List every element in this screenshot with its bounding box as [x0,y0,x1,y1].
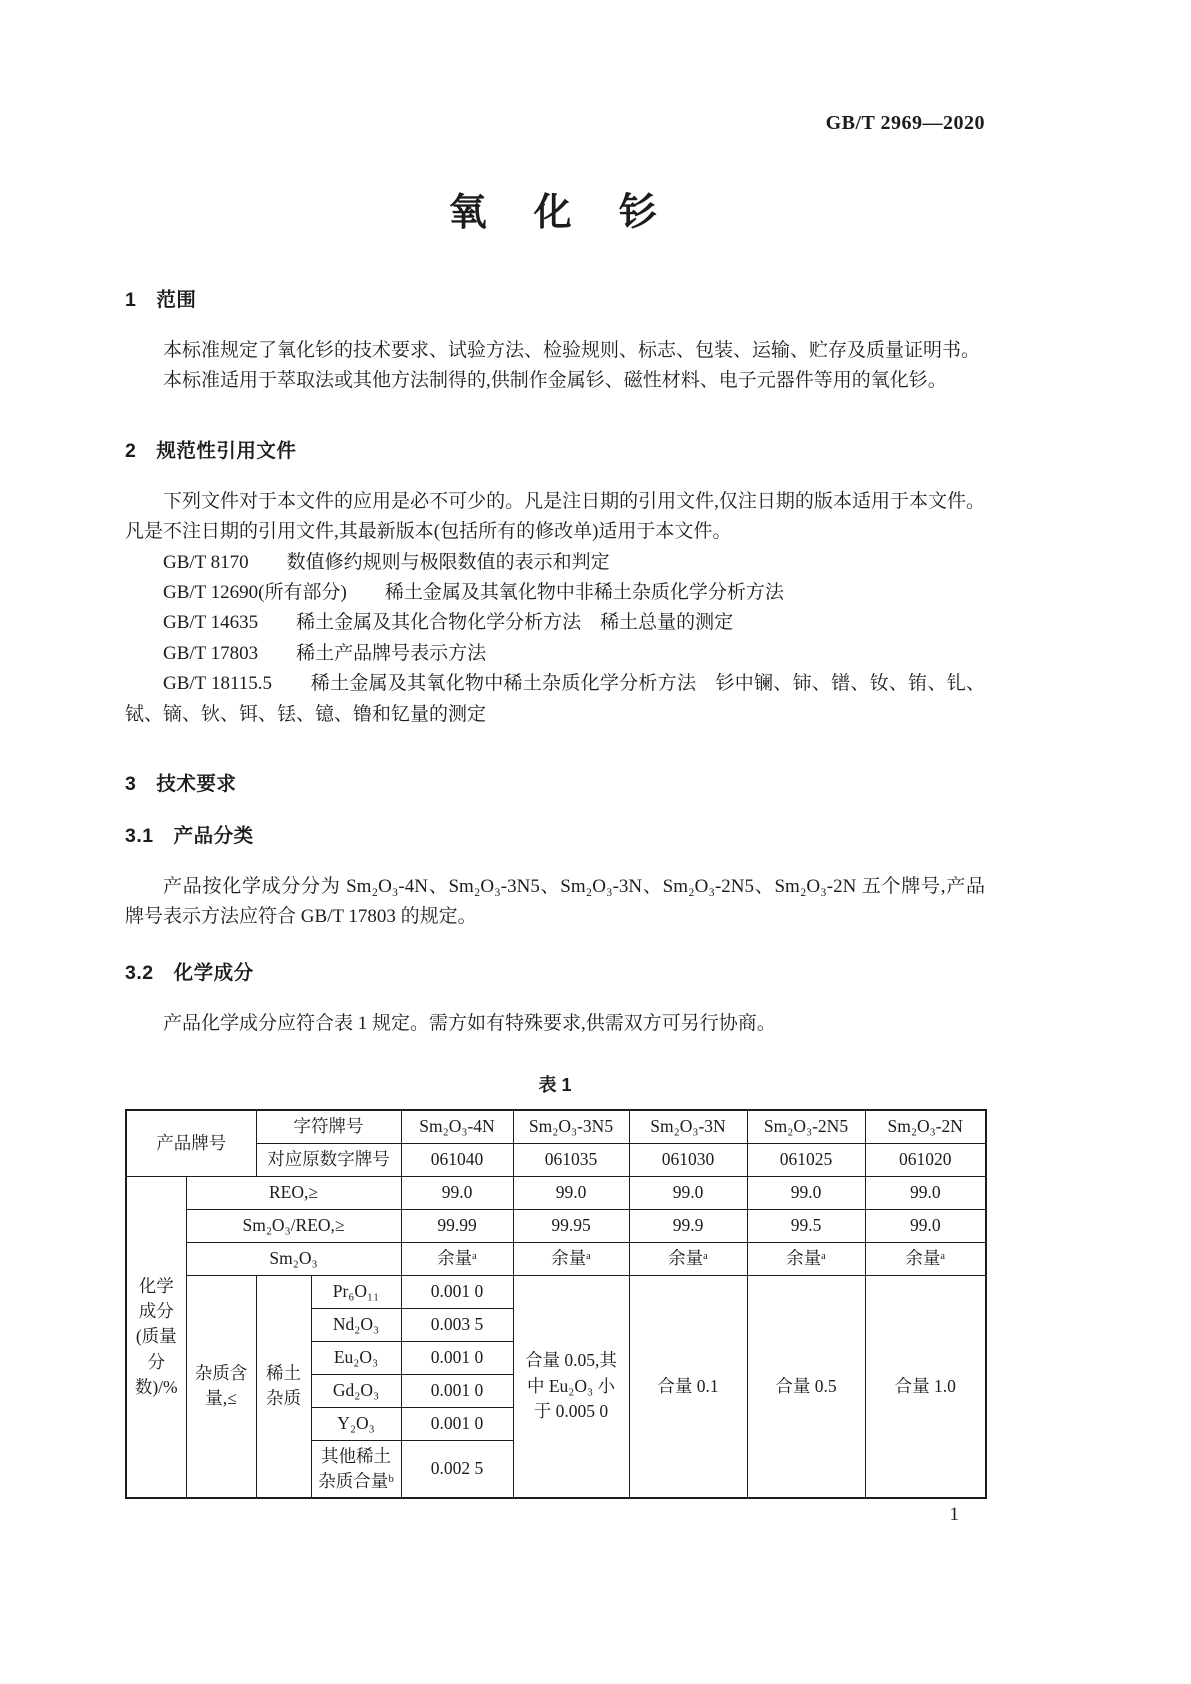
impurity-value-cell: 0.001 0 [401,1341,513,1374]
section-3-1-heading: 3.1 产品分类 [125,824,254,847]
section-3-1-paragraph: 产品按化学成分分为 Sm₂O₃-4N、Sm₂O₃-3N5、Sm₂O₃-3N、Sm₂O₃-2N5、Sm₂O₃-2N 五个牌号,产品牌号表示方法应符合 GB/T 17803 的规定。 [125,875,985,928]
reo-value-cell: 99.0 [865,1176,986,1209]
grade-code-cell: 061035 [513,1143,629,1176]
element-cell: Y₂O₃ [311,1407,401,1440]
ratio-value-cell: 99.95 [513,1209,629,1242]
corner-cell-product-grade: 产品牌号 [126,1110,256,1176]
chemical-composition-header-cell: 化学成分(质量分数)/% [126,1176,186,1498]
impurity-group-cell: 杂质含量,≤ [186,1275,256,1498]
element-cell: 其他稀土杂质合量ᵇ [311,1440,401,1498]
sum-limit-cell-3n: 合量 0.1 [629,1275,747,1498]
standard-number: GB/T 2969—2020 [825,112,985,134]
element-cell: Nd₂O₃ [311,1308,401,1341]
normative-reference: GB/T 18115.5 稀土金属及其氧化物中稀土杂质化学分析方法 钐中镧、铈、镨、钕、铕、钆、铽、镝、钬、铒、铥、镱、镥和钇量的测定 [125,673,985,725]
impurity-value-cell: 0.001 0 [401,1275,513,1308]
table-row [126,1176,986,1209]
sum-limit-cell-3n5: 合量 0.05,其中 Eu₂O₃ 小于 0.005 0 [513,1275,629,1498]
grade-header-cell: Sm₂O₃-2N5 [747,1110,865,1143]
sm2o3-label-cell: Sm₂O₃ [186,1242,401,1275]
normative-reference: GB/T 14635 稀土金属及其化合物化学分析方法 稀土总量的测定 [163,612,734,634]
table-row [126,1275,986,1308]
grade-header-cell: Sm₂O₃-4N [401,1110,513,1143]
section-1-paragraph-2: 本标准适用于萃取法或其他方法制得的,供制作金属钐、磁性材料、电子元器件等用的氧化钐。 [163,370,947,392]
table-row [126,1110,986,1143]
grade-code-cell: 061030 [629,1143,747,1176]
sum-limit-cell-2n: 合量 1.0 [865,1275,986,1498]
char-grade-label-cell: 字符牌号 [256,1110,401,1143]
normative-reference: GB/T 8170 数值修约规则与极限数值的表示和判定 [163,551,610,573]
section-3-2-heading: 3.2 化学成分 [125,961,254,984]
impurity-value-cell: 0.001 0 [401,1374,513,1407]
grade-header-cell: Sm₂O₃-3N [629,1110,747,1143]
impurity-value-cell: 0.001 0 [401,1407,513,1440]
sum-limit-cell-2n5: 合量 0.5 [747,1275,865,1498]
ratio-value-cell: 99.99 [401,1209,513,1242]
grade-header-cell: Sm₂O₃-2N [865,1110,986,1143]
normative-reference: GB/T 12690(所有部分) 稀土金属及其氧化物中非稀土杂质化学分析方法 [163,581,784,603]
reo-label-cell: REO,≥ [186,1176,401,1209]
ratio-value-cell: 99.9 [629,1209,747,1242]
section-1-paragraph-1: 本标准规定了氧化钐的技术要求、试验方法、检验规则、标志、包装、运输、贮存及质量证明书。 [163,340,981,361]
sm2o3-value-cell: 余量ᵃ [513,1242,629,1275]
section-3-2-paragraph: 产品化学成分应符合表 1 规定。需方如有特殊要求,供需双方可另行协商。 [163,1012,776,1034]
ratio-value-cell: 99.5 [747,1209,865,1242]
section-2-intro: 下列文件对于本文件的应用是必不可少的。凡是注日期的引用文件,仅注日期的版本适用于本文件。凡是不注日期的引用文件,其最新版本(包括所有的修改单)适用于本文件。 [125,490,985,543]
grade-code-cell: 061025 [747,1143,865,1176]
document-title: 氧 化 钐 [448,192,662,234]
ratio-label-cell: Sm₂O₃/REO,≥ [186,1209,401,1242]
table-1-caption: 表 1 [538,1075,572,1096]
table-row [126,1242,986,1275]
grade-header-cell: Sm₂O₃-3N5 [513,1110,629,1143]
element-cell: Gd₂O₃ [311,1374,401,1407]
reo-value-cell: 99.0 [629,1176,747,1209]
grade-code-cell: 061040 [401,1143,513,1176]
rare-earth-impurity-group-cell: 稀土杂质 [256,1275,311,1498]
page-number: 1 [949,1504,959,1525]
section-1-heading: 1 范围 [125,289,197,311]
numeric-grade-label-cell: 对应原数字牌号 [256,1143,401,1176]
element-cell: Pr₆O₁₁ [311,1275,401,1308]
sm2o3-value-cell: 余量ᵃ [747,1242,865,1275]
ratio-value-cell: 99.0 [865,1209,986,1242]
sm2o3-value-cell: 余量ᵃ [865,1242,986,1275]
reo-value-cell: 99.0 [513,1176,629,1209]
sm2o3-value-cell: 余量ᵃ [629,1242,747,1275]
impurity-value-cell: 0.003 5 [401,1308,513,1341]
sm2o3-value-cell: 余量ᵃ [401,1242,513,1275]
reo-value-cell: 99.0 [747,1176,865,1209]
normative-reference: GB/T 17803 稀土产品牌号表示方法 [163,642,487,664]
table-row [126,1209,986,1242]
element-cell: Eu₂O₃ [311,1341,401,1374]
impurity-value-cell: 0.002 5 [401,1440,513,1498]
section-2-heading: 2 规范性引用文件 [125,439,297,462]
chemical-composition-table [125,1109,987,1499]
grade-code-cell: 061020 [865,1143,986,1176]
section-3-heading: 3 技术要求 [125,772,237,795]
reo-value-cell: 99.0 [401,1176,513,1209]
